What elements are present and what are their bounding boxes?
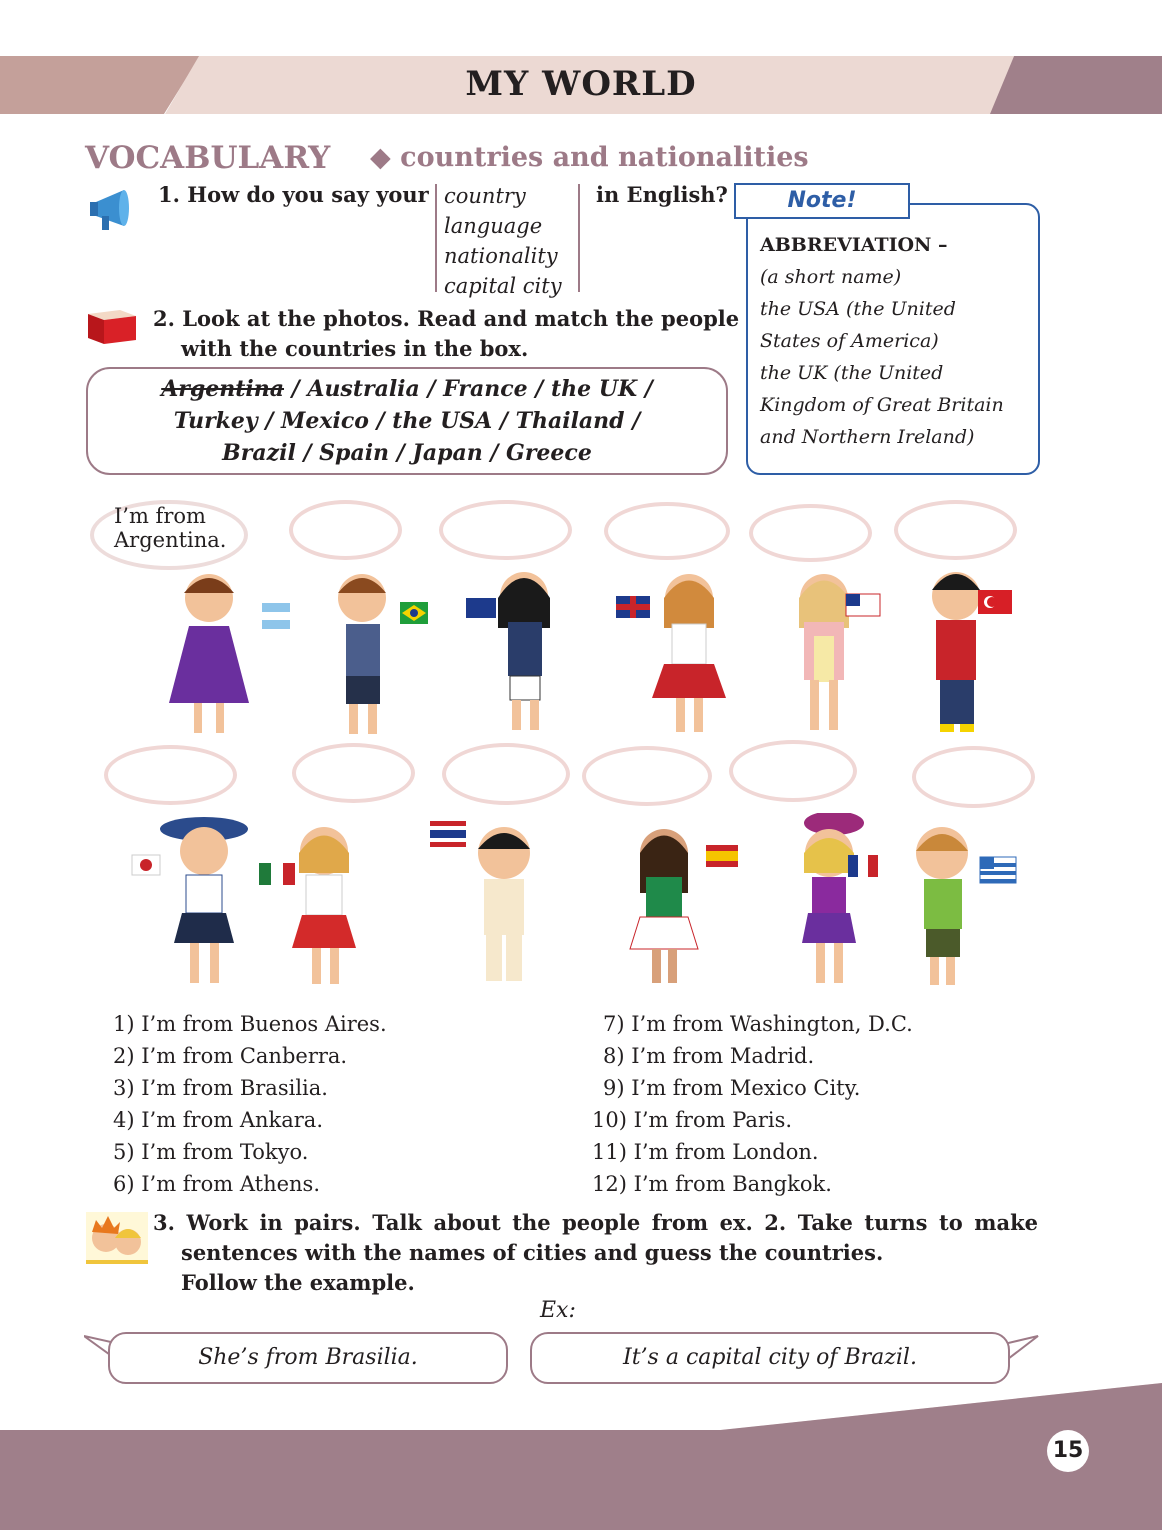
country-list-line-2: Turkey / Mexico / the USA / Thailand / (173, 408, 641, 434)
sentence-item: 4) I’m from Ankara. (113, 1108, 323, 1132)
bracket-right (578, 184, 580, 292)
option-capital-city: capital city (444, 274, 562, 298)
speech-bubble (289, 500, 402, 560)
child-mexico (259, 827, 356, 984)
note-line: (a short name) (760, 266, 902, 288)
note-title: ABBREVIATION – (760, 234, 948, 256)
exercise-3-line-1: 3. Work in pairs. Talk about the people from ex. 2. Take turns to make (153, 1210, 1038, 1235)
note-line: the UK (the United (760, 362, 944, 384)
exercise-2-line-1: 2. Look at the photos. Read and match the people (153, 306, 740, 331)
sentence-item: 1) I’m from Buenos Aires. (113, 1012, 387, 1036)
child-uk (616, 574, 726, 732)
child-australia (466, 572, 550, 730)
speech-bubble (104, 745, 237, 805)
speech-bubble (292, 743, 415, 803)
speech-bubble-right: It’s a capital city of Brazil. (530, 1332, 1010, 1384)
option-language: language (444, 214, 543, 238)
child-turkey (932, 572, 1012, 732)
children-top-row (84, 558, 1039, 748)
bracket-left (435, 184, 437, 292)
option-nationality: nationality (444, 244, 558, 268)
speech-bubble (749, 504, 872, 562)
page-title: MY WORLD (465, 64, 697, 104)
note-line: Kingdom of Great Britain (760, 394, 1004, 416)
speech-bubble (912, 746, 1035, 808)
child-usa (799, 574, 880, 730)
child-thailand (430, 821, 530, 981)
example-bubble-line: Argentina. (114, 528, 227, 552)
country-list-text: / Australia / France / the UK / (284, 376, 653, 402)
child-france (802, 813, 878, 983)
sentence-item: 10) I’m from Paris. (592, 1108, 793, 1132)
speech-bubble (729, 740, 857, 802)
sentence-item: 9) I’m from Mexico City. (603, 1076, 861, 1100)
megaphone-icon (88, 188, 138, 232)
speech-bubble-left: She’s from Brasilia. (108, 1332, 508, 1384)
example-label: Ex: (540, 1298, 576, 1323)
sentence-item: 11) I’m from London. (592, 1140, 819, 1164)
section-title: VOCABULARY (85, 140, 331, 176)
children-illustration (84, 488, 1039, 1008)
speech-bubble (894, 500, 1017, 560)
section-subtitle: ◆ countries and nationalities (370, 142, 809, 173)
children-bottom-row (84, 813, 1039, 1003)
child-greece (916, 827, 1016, 985)
sentence-item: 3) I’m from Brasilia. (113, 1076, 328, 1100)
exercise-1-question: 1. How do you say your (158, 182, 429, 207)
book-icon (86, 308, 138, 346)
page-number: 15 (1047, 1430, 1089, 1472)
child-argentina (169, 574, 290, 733)
sentence-item: 7) I’m from Washington, D.C. (603, 1012, 913, 1036)
exercise-2-line-2: with the countries in the box. (181, 336, 529, 361)
note-line: and Northern Ireland) (760, 426, 975, 448)
country-list-line-1 (86, 376, 728, 402)
note-line: States of America) (760, 330, 939, 352)
speech-bubble (604, 502, 730, 560)
example-bubble-line: I’m from (114, 504, 206, 528)
exercise-1-suffix: in English? (596, 182, 728, 207)
example-bubble-text (114, 504, 226, 552)
sentence-item: 2) I’m from Canberra. (113, 1044, 348, 1068)
exercise-3-line-3: Follow the example. (181, 1270, 415, 1295)
child-japan (132, 817, 248, 983)
option-country: country (444, 184, 526, 208)
sentences-left (113, 1008, 387, 1200)
note-tag: Note! (734, 183, 910, 219)
country-list-line-3: Brazil / Spain / Japan / Greece (222, 440, 592, 466)
footer-band (0, 1383, 1162, 1530)
pair-work-icon (86, 1212, 148, 1264)
speech-bubble (442, 743, 570, 805)
exercise-1-options (444, 181, 562, 301)
sentence-item: 5) I’m from Tokyo. (113, 1140, 309, 1164)
sentence-item: 8) I’m from Madrid. (603, 1044, 815, 1068)
sentences-right (592, 1008, 913, 1200)
sentence-item: 12) I’m from Bangkok. (592, 1172, 832, 1196)
exercise-3-line-2: sentences with the names of cities and guess the countries. (181, 1240, 884, 1265)
sentence-item: 6) I’m from Athens. (113, 1172, 320, 1196)
speech-bubble (439, 500, 572, 560)
child-brazil (338, 574, 428, 734)
child-spain (630, 829, 738, 983)
struck-country: Argentina (161, 376, 285, 402)
note-line: the USA (the United (760, 298, 956, 320)
speech-bubble (582, 746, 712, 806)
